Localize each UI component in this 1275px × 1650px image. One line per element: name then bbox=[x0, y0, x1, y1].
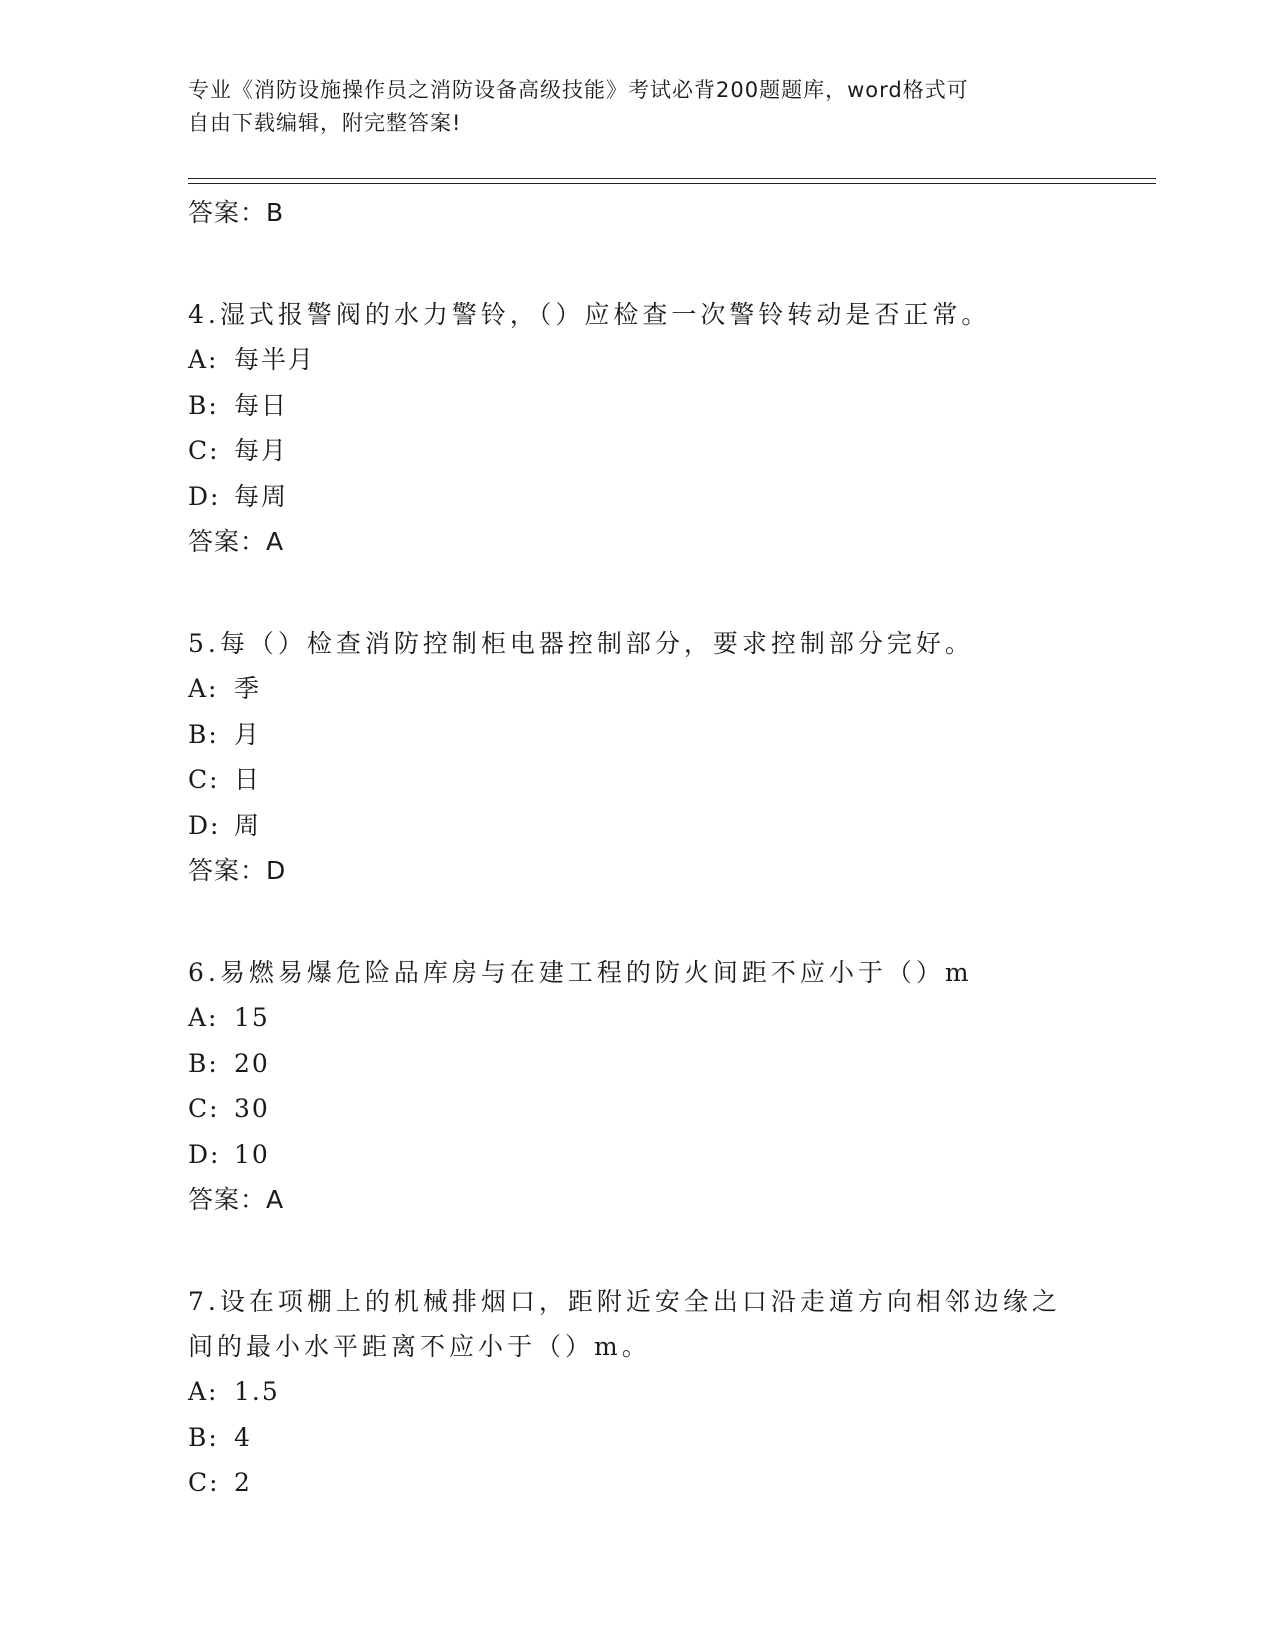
question-text: 6.易燃易爆危险品库房与在建工程的防火间距不应小于（）m bbox=[188, 958, 973, 987]
option-value: 季 bbox=[234, 674, 262, 703]
option-value: 1.5 bbox=[234, 1377, 280, 1406]
question-item bbox=[188, 621, 1088, 894]
question-item bbox=[188, 292, 1088, 565]
option-value: 10 bbox=[234, 1139, 270, 1169]
option-letter: D: bbox=[188, 810, 221, 840]
option-d bbox=[188, 474, 1088, 520]
option-value: 周 bbox=[234, 810, 262, 840]
option-letter: C: bbox=[188, 765, 220, 794]
option-c bbox=[188, 1086, 1088, 1132]
option-value: 2 bbox=[234, 1468, 252, 1497]
option-a bbox=[188, 337, 1088, 383]
option-b bbox=[188, 1415, 1088, 1461]
option-c bbox=[188, 757, 1088, 803]
option-value: 15 bbox=[234, 1003, 270, 1032]
header-line-1: 专业《消防设施操作员之消防设备高级技能》考试必背200题题库，word格式可 bbox=[188, 78, 969, 102]
answer-label: 答案：B bbox=[188, 198, 285, 227]
option-c bbox=[188, 1460, 1088, 1506]
option-b bbox=[188, 383, 1088, 429]
option-value: 每半月 bbox=[234, 345, 316, 374]
option-letter: C: bbox=[188, 436, 220, 465]
option-d bbox=[188, 1132, 1088, 1178]
option-a bbox=[188, 1369, 1088, 1415]
option-a bbox=[188, 995, 1088, 1041]
option-letter: A: bbox=[188, 1003, 219, 1032]
answer-label: 答案：A bbox=[188, 527, 285, 556]
option-letter: D: bbox=[188, 1139, 221, 1169]
question-item bbox=[188, 950, 1088, 1223]
option-letter: D: bbox=[188, 481, 221, 511]
option-b bbox=[188, 712, 1088, 758]
document-header bbox=[188, 74, 1068, 140]
option-value: 4 bbox=[234, 1422, 252, 1452]
option-value: 月 bbox=[234, 719, 262, 749]
header-divider-bottom bbox=[188, 183, 1156, 184]
option-letter: A: bbox=[188, 1377, 219, 1406]
option-letter: B: bbox=[188, 390, 219, 420]
answer-label: 答案：A bbox=[188, 1185, 285, 1214]
option-d bbox=[188, 803, 1088, 849]
question-text: 7.设在项棚上的机械排烟口，距附近安全出口沿走道方向相邻边缘之间的最小水平距离不应小于（）m。 bbox=[188, 1287, 1061, 1361]
option-letter: A: bbox=[188, 345, 219, 374]
header-line-2: 自由下载编辑，附完整答案! bbox=[188, 111, 462, 135]
option-letter: B: bbox=[188, 1048, 219, 1078]
answer-label: 答案：D bbox=[188, 856, 287, 885]
option-c bbox=[188, 428, 1088, 474]
option-letter: C: bbox=[188, 1094, 220, 1123]
question-text: 5.每（）检查消防控制柜电器控制部分，要求控制部分完好。 bbox=[188, 629, 974, 658]
option-a bbox=[188, 666, 1088, 712]
option-value: 20 bbox=[234, 1048, 270, 1078]
option-value: 日 bbox=[234, 765, 262, 794]
header-divider-top bbox=[188, 178, 1156, 179]
question-text: 4.湿式报警阀的水力警铃，（）应检查一次警铃转动是否正常。 bbox=[188, 300, 991, 329]
option-letter: B: bbox=[188, 1422, 219, 1452]
option-value: 30 bbox=[234, 1094, 270, 1123]
question-item bbox=[188, 1279, 1088, 1506]
option-letter: C: bbox=[188, 1468, 220, 1497]
option-b bbox=[188, 1041, 1088, 1087]
option-letter: B: bbox=[188, 719, 219, 749]
option-value: 每周 bbox=[234, 481, 289, 511]
option-value: 每日 bbox=[234, 390, 289, 420]
option-letter: A: bbox=[188, 674, 219, 703]
question-list bbox=[188, 190, 1088, 1506]
option-value: 每月 bbox=[234, 436, 289, 465]
